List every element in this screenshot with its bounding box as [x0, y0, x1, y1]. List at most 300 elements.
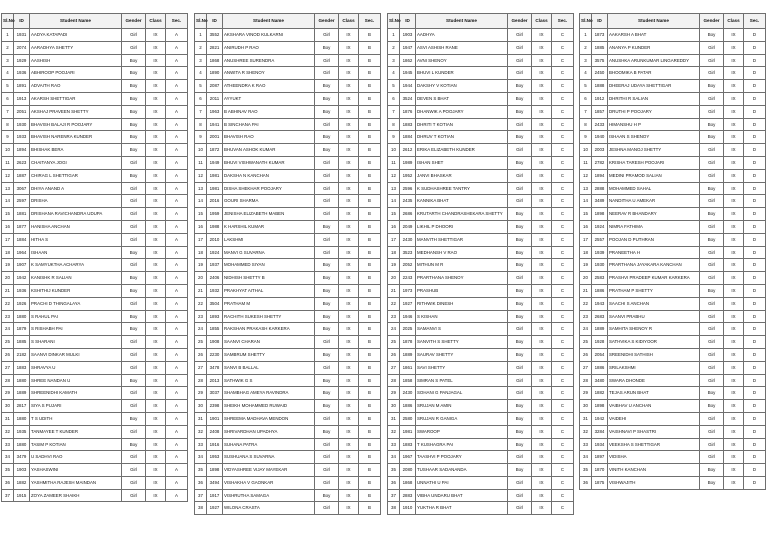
class-cell: IX [532, 131, 552, 144]
id-cell: 1973 [400, 284, 416, 297]
id-cell: 1878 [400, 336, 416, 349]
class-cell: IX [532, 310, 552, 323]
id-cell: 2686 [400, 208, 416, 221]
section-header: Sec. [744, 14, 766, 29]
serial-number-cell: 8 [388, 118, 400, 131]
student-name-cell: VISHWAJITH [608, 476, 700, 489]
serial-number-cell: 8 [580, 118, 592, 131]
section-cell: B [359, 374, 381, 387]
section-cell: D [744, 451, 766, 464]
table-row [2, 195, 188, 208]
table-row [195, 169, 381, 182]
id-cell: 2003 [592, 144, 608, 157]
id-cell: 1964 [14, 246, 30, 259]
student-name-cell: UNNATHI U PAI [416, 476, 508, 489]
student-name-cell: SWAROOP [416, 425, 508, 438]
serial-number-cell: 30 [388, 400, 400, 413]
table-row [580, 476, 766, 489]
class-cell: IX [339, 67, 359, 80]
id-cell: 2182 [14, 348, 30, 361]
gender-cell: Girl [508, 361, 532, 374]
table-row [580, 412, 766, 425]
student-name-cell: ASVI ASHISH RANE [416, 41, 508, 54]
gender-cell: Boy [122, 438, 146, 451]
student-name-cell: DAKSHY V KOTIAN [416, 80, 508, 93]
id-cell: 1889 [400, 348, 416, 361]
section-cell: C [552, 92, 574, 105]
class-cell: IX [532, 67, 552, 80]
serial-number-cell: 9 [195, 131, 207, 144]
student-name-cell: DAKSHA N KANCHAN [223, 169, 315, 182]
class-cell: IX [339, 195, 359, 208]
id-cell: 1963 [207, 105, 223, 118]
student-name-cell: S RISHABH PAI [30, 323, 122, 336]
section-cell: B [359, 425, 381, 438]
student-name-cell: B SINCHANA PAI [223, 118, 315, 131]
table-row [2, 272, 188, 285]
gender-cell: Girl [122, 489, 146, 502]
table-row [388, 464, 574, 477]
class-header: Class [339, 14, 359, 29]
section-cell: B [359, 67, 381, 80]
gender-cell: Girl [700, 348, 724, 361]
student-name-cell: SHRAVYA U [30, 361, 122, 374]
serial-number-header: Sl.No [195, 14, 207, 29]
student-name-cell: SATHWIK G S [223, 374, 315, 387]
gender-cell: Boy [122, 284, 146, 297]
id-cell: 2013 [207, 374, 223, 387]
serial-number-cell: 25 [580, 336, 592, 349]
student-name-cell: KSHITHIJ KUNDER [30, 284, 122, 297]
id-cell: 1883 [400, 118, 416, 131]
table-row [2, 464, 188, 477]
serial-number-cell: 3 [580, 54, 592, 67]
serial-number-cell: 11 [195, 156, 207, 169]
section-cell: C [552, 412, 574, 425]
id-cell: 1894 [592, 169, 608, 182]
student-name-cell: DRUTHI P POOJARY [608, 105, 700, 118]
gender-cell: Girl [700, 374, 724, 387]
gender-cell: Boy [508, 310, 532, 323]
gender-cell: Boy [700, 476, 724, 489]
student-name-cell: SAANVI DINKAR MULKI [30, 348, 122, 361]
student-name-cell: BHUVI L KUNDER [416, 67, 508, 80]
table-row [580, 118, 766, 131]
section-cell: D [744, 438, 766, 451]
id-cell: 1883 [14, 361, 30, 374]
id-cell: 1947 [400, 41, 416, 54]
class-cell: IX [532, 336, 552, 349]
section-cell: A [166, 284, 188, 297]
section-cell: A [166, 208, 188, 221]
student-name-cell: AARADHYA SHETTY [30, 41, 122, 54]
class-cell: IX [724, 92, 744, 105]
id-cell: 2883 [400, 489, 416, 502]
section-cell: A [166, 387, 188, 400]
student-name-cell: ISHAAN [30, 246, 122, 259]
table-row [195, 41, 381, 54]
serial-number-cell: 25 [2, 336, 14, 349]
section-cell: D [744, 118, 766, 131]
section-cell: D [744, 29, 766, 42]
gender-cell: Girl [315, 464, 339, 477]
class-cell: IX [339, 80, 359, 93]
class-cell: IX [146, 412, 166, 425]
serial-number-cell: 3 [2, 54, 14, 67]
id-cell: 2623 [14, 156, 30, 169]
gender-cell: Girl [700, 272, 724, 285]
section-a-table [1, 13, 188, 502]
table-row [580, 41, 766, 54]
table-row [2, 284, 188, 297]
gender-cell: Girl [700, 310, 724, 323]
class-cell: IX [339, 348, 359, 361]
table-row [580, 259, 766, 272]
id-cell: 2025 [400, 323, 416, 336]
student-name-cell: NEERAV R BHANDARY [608, 208, 700, 221]
gender-cell: Girl [508, 387, 532, 400]
class-cell: IX [146, 233, 166, 246]
gender-cell: Boy [122, 80, 146, 93]
id-cell: 1924 [592, 220, 608, 233]
serial-number-cell: 14 [2, 195, 14, 208]
student-name-cell: DHRITHI R SALIAN [608, 92, 700, 105]
section-cell: D [744, 41, 766, 54]
id-cell: 1885 [592, 41, 608, 54]
gender-cell: Boy [122, 412, 146, 425]
student-name-cell: HITHA S [30, 233, 122, 246]
serial-number-cell: 25 [195, 336, 207, 349]
student-name-cell: CHAITANYA JOGI [30, 156, 122, 169]
class-cell: IX [724, 208, 744, 221]
class-cell: IX [724, 451, 744, 464]
class-cell: IX [532, 118, 552, 131]
table-row [195, 425, 381, 438]
gender-cell: Boy [122, 54, 146, 67]
serial-number-cell: 30 [580, 400, 592, 413]
table-row [195, 131, 381, 144]
serial-number-cell: 16 [195, 220, 207, 233]
class-cell: IX [339, 208, 359, 221]
serial-number-cell: 4 [195, 67, 207, 80]
student-name-cell: SAANVI PRABHU [608, 310, 700, 323]
section-cell: A [166, 92, 188, 105]
section-cell: D [744, 361, 766, 374]
section-cell: C [552, 220, 574, 233]
table-row [388, 374, 574, 387]
serial-number-cell: 11 [388, 156, 400, 169]
table-row [2, 310, 188, 323]
table-row [388, 41, 574, 54]
section-cell: D [744, 144, 766, 157]
id-cell: 2450 [592, 67, 608, 80]
student-name-cell: SIYA S PUJARI [30, 400, 122, 413]
section-cell: A [166, 131, 188, 144]
table-row [388, 259, 574, 272]
id-cell: 1989 [400, 156, 416, 169]
id-cell: 1886 [400, 400, 416, 413]
gender-cell: Girl [508, 272, 532, 285]
section-d-table [579, 13, 766, 490]
table-row [2, 54, 188, 67]
student-name-cell: SUHANA PATRA [223, 438, 315, 451]
table-row [2, 29, 188, 42]
student-name-cell: KRISHA TARESH POOJARI [608, 156, 700, 169]
class-cell: IX [146, 310, 166, 323]
section-cell: D [744, 284, 766, 297]
gender-cell: Girl [700, 220, 724, 233]
gender-cell: Boy [700, 118, 724, 131]
class-cell: IX [724, 323, 744, 336]
serial-number-cell: 33 [580, 438, 592, 451]
section-cell: B [359, 489, 381, 502]
class-cell: IX [339, 182, 359, 195]
gender-cell: Girl [122, 464, 146, 477]
table-row [580, 67, 766, 80]
gender-cell: Boy [508, 259, 532, 272]
id-cell: 1981 [207, 169, 223, 182]
serial-number-cell: 35 [580, 464, 592, 477]
gender-cell: Boy [508, 131, 532, 144]
gender-cell: Boy [315, 220, 339, 233]
section-cell: B [359, 464, 381, 477]
section-cell: D [744, 156, 766, 169]
serial-number-cell: 36 [195, 476, 207, 489]
gender-cell: Boy [315, 374, 339, 387]
table-row [195, 272, 381, 285]
serial-number-cell: 23 [2, 310, 14, 323]
class-cell: IX [146, 80, 166, 93]
student-name-cell: MANVI G SUVARNA [223, 246, 315, 259]
serial-number-cell: 22 [580, 297, 592, 310]
id-cell: 1981 [400, 425, 416, 438]
serial-number-cell: 1 [195, 29, 207, 42]
table-row [195, 284, 381, 297]
gender-cell: Boy [122, 310, 146, 323]
id-cell: 1898 [592, 400, 608, 413]
section-cell: D [744, 374, 766, 387]
section-cell: D [744, 220, 766, 233]
student-name-cell: AVNI SHENOY [416, 54, 508, 67]
section-cell: C [552, 476, 574, 489]
gender-cell: Girl [508, 41, 532, 54]
section-cell: C [552, 169, 574, 182]
student-name-cell: ADVAITH RAO [30, 80, 122, 93]
class-cell: IX [724, 297, 744, 310]
table-row [580, 464, 766, 477]
student-name-cell: SHREENIDHI KAMATH [30, 387, 122, 400]
section-cell: A [166, 323, 188, 336]
student-name-cell: GOURI SHARMA [223, 195, 315, 208]
class-cell: IX [339, 476, 359, 489]
id-cell: 2557 [592, 233, 608, 246]
serial-number-cell: 6 [580, 92, 592, 105]
id-cell: 1937 [207, 259, 223, 272]
section-cell: B [359, 297, 381, 310]
gender-cell: Girl [315, 412, 339, 425]
table-row [2, 105, 188, 118]
table-row [2, 220, 188, 233]
serial-number-cell: 15 [580, 208, 592, 221]
section-cell: B [359, 105, 381, 118]
id-cell: 2398 [207, 400, 223, 413]
section-cell: C [552, 284, 574, 297]
class-cell: IX [532, 400, 552, 413]
section-cell: D [744, 233, 766, 246]
section-cell: B [359, 387, 381, 400]
section-cell: C [552, 259, 574, 272]
table-row [580, 29, 766, 42]
class-cell: IX [724, 220, 744, 233]
section-cell: A [166, 67, 188, 80]
gender-cell: Boy [700, 233, 724, 246]
student-name-cell: BHUVI VISHWANATH KUMAR [223, 156, 315, 169]
table-row [195, 233, 381, 246]
section-cell: A [166, 464, 188, 477]
class-cell: IX [724, 476, 744, 489]
student-name-cell: SHAMBHAG AMEYA RAVINDRA [223, 387, 315, 400]
id-cell: 1887 [14, 169, 30, 182]
section-cell: A [166, 438, 188, 451]
class-cell: IX [146, 92, 166, 105]
id-cell: 1883 [400, 438, 416, 451]
id-cell: 1884 [400, 131, 416, 144]
class-cell: IX [724, 387, 744, 400]
serial-number-cell: 18 [195, 246, 207, 259]
section-cell: C [552, 387, 574, 400]
class-cell: IX [146, 348, 166, 361]
section-cell: A [166, 412, 188, 425]
section-cell: C [552, 67, 574, 80]
section-cell: C [552, 489, 574, 502]
gender-cell: Boy [508, 348, 532, 361]
table-row [2, 348, 188, 361]
table-row [2, 118, 188, 131]
student-name-cell: VAIBHAV U ANCHAN [608, 400, 700, 413]
class-cell: IX [146, 131, 166, 144]
id-cell: 1936 [14, 67, 30, 80]
gender-cell: Boy [508, 80, 532, 93]
serial-number-cell: 29 [580, 387, 592, 400]
serial-number-cell: 10 [388, 144, 400, 157]
section-cell: C [552, 400, 574, 413]
class-cell: IX [339, 451, 359, 464]
class-cell: IX [724, 348, 744, 361]
id-cell: 1936 [14, 284, 30, 297]
student-name-cell: TASIM P KOTIAN [30, 438, 122, 451]
gender-cell: Boy [508, 233, 532, 246]
table-row [580, 246, 766, 259]
class-cell: IX [146, 169, 166, 182]
gender-cell: Girl [122, 348, 146, 361]
section-cell: A [166, 233, 188, 246]
serial-number-cell: 26 [388, 348, 400, 361]
gender-cell: Boy [508, 156, 532, 169]
serial-number-cell: 6 [195, 92, 207, 105]
class-cell: IX [146, 361, 166, 374]
gender-cell: Boy [315, 105, 339, 118]
table-row [195, 412, 381, 425]
student-name-cell: MITHUN M R [416, 259, 508, 272]
gender-cell: Girl [700, 67, 724, 80]
id-cell: 3523 [400, 246, 416, 259]
table-row [388, 80, 574, 93]
class-cell: IX [146, 195, 166, 208]
table-row [388, 412, 574, 425]
table-row [580, 182, 766, 195]
class-cell: IX [339, 156, 359, 169]
student-name-cell: JESHNA MANOJ SHETTY [608, 144, 700, 157]
section-cell: C [552, 80, 574, 93]
student-name-cell: YASHMITHA RAJESH MAINDAN [30, 476, 122, 489]
class-cell: IX [339, 259, 359, 272]
table-row [580, 336, 766, 349]
table-row [388, 92, 574, 105]
id-cell: 3479 [14, 451, 30, 464]
serial-number-cell: 34 [388, 451, 400, 464]
student-name-cell: PRARTHANA SHENOY [416, 272, 508, 285]
table-row [2, 233, 188, 246]
serial-number-cell: 19 [195, 259, 207, 272]
table-row [195, 118, 381, 131]
table-row [2, 425, 188, 438]
gender-cell: Girl [315, 54, 339, 67]
student-name-cell: AADYA KATAPADI [30, 29, 122, 42]
serial-number-cell: 31 [580, 412, 592, 425]
id-cell: 1872 [207, 144, 223, 157]
section-cell: B [359, 182, 381, 195]
gender-cell: Girl [315, 156, 339, 169]
section-cell: B [359, 476, 381, 489]
student-name-cell: DHEERAJ UDAYA SHETTIGAR [608, 80, 700, 93]
student-name-cell: SHRIVARDHAN UPADHYA [223, 425, 315, 438]
table-row [2, 323, 188, 336]
student-name-cell: PRATHAM M [223, 297, 315, 310]
section-cell: C [552, 464, 574, 477]
class-cell: IX [724, 246, 744, 259]
student-name-cell: ANUSHKA ARUNKUMAR LINGAREDDY [608, 54, 700, 67]
table-row [388, 29, 574, 42]
class-cell: IX [339, 131, 359, 144]
gender-cell: Girl [315, 336, 339, 349]
student-name-cell: SANVI B BALLAL [223, 361, 315, 374]
gender-cell: Boy [122, 67, 146, 80]
id-cell: 2597 [14, 195, 30, 208]
id-cell: 2433 [592, 118, 608, 131]
id-cell: 3575 [592, 54, 608, 67]
table-row [2, 336, 188, 349]
section-cell: D [744, 387, 766, 400]
id-cell: 1880 [14, 374, 30, 387]
gender-cell: Girl [122, 361, 146, 374]
student-name-cell: HIMANSHU H P [608, 118, 700, 131]
serial-number-cell: 36 [580, 476, 592, 489]
class-cell: IX [532, 208, 552, 221]
section-cell: D [744, 464, 766, 477]
id-cell: 1949 [207, 156, 223, 169]
gender-cell: Girl [315, 476, 339, 489]
id-header: ID [592, 14, 608, 29]
serial-number-cell: 33 [388, 438, 400, 451]
class-cell: IX [339, 284, 359, 297]
serial-number-cell: 30 [195, 400, 207, 413]
serial-number-cell: 21 [388, 284, 400, 297]
table-row [2, 387, 188, 400]
gender-cell: Girl [508, 451, 532, 464]
id-cell: 1884 [14, 233, 30, 246]
serial-number-cell: 16 [388, 220, 400, 233]
table-row [388, 54, 574, 67]
